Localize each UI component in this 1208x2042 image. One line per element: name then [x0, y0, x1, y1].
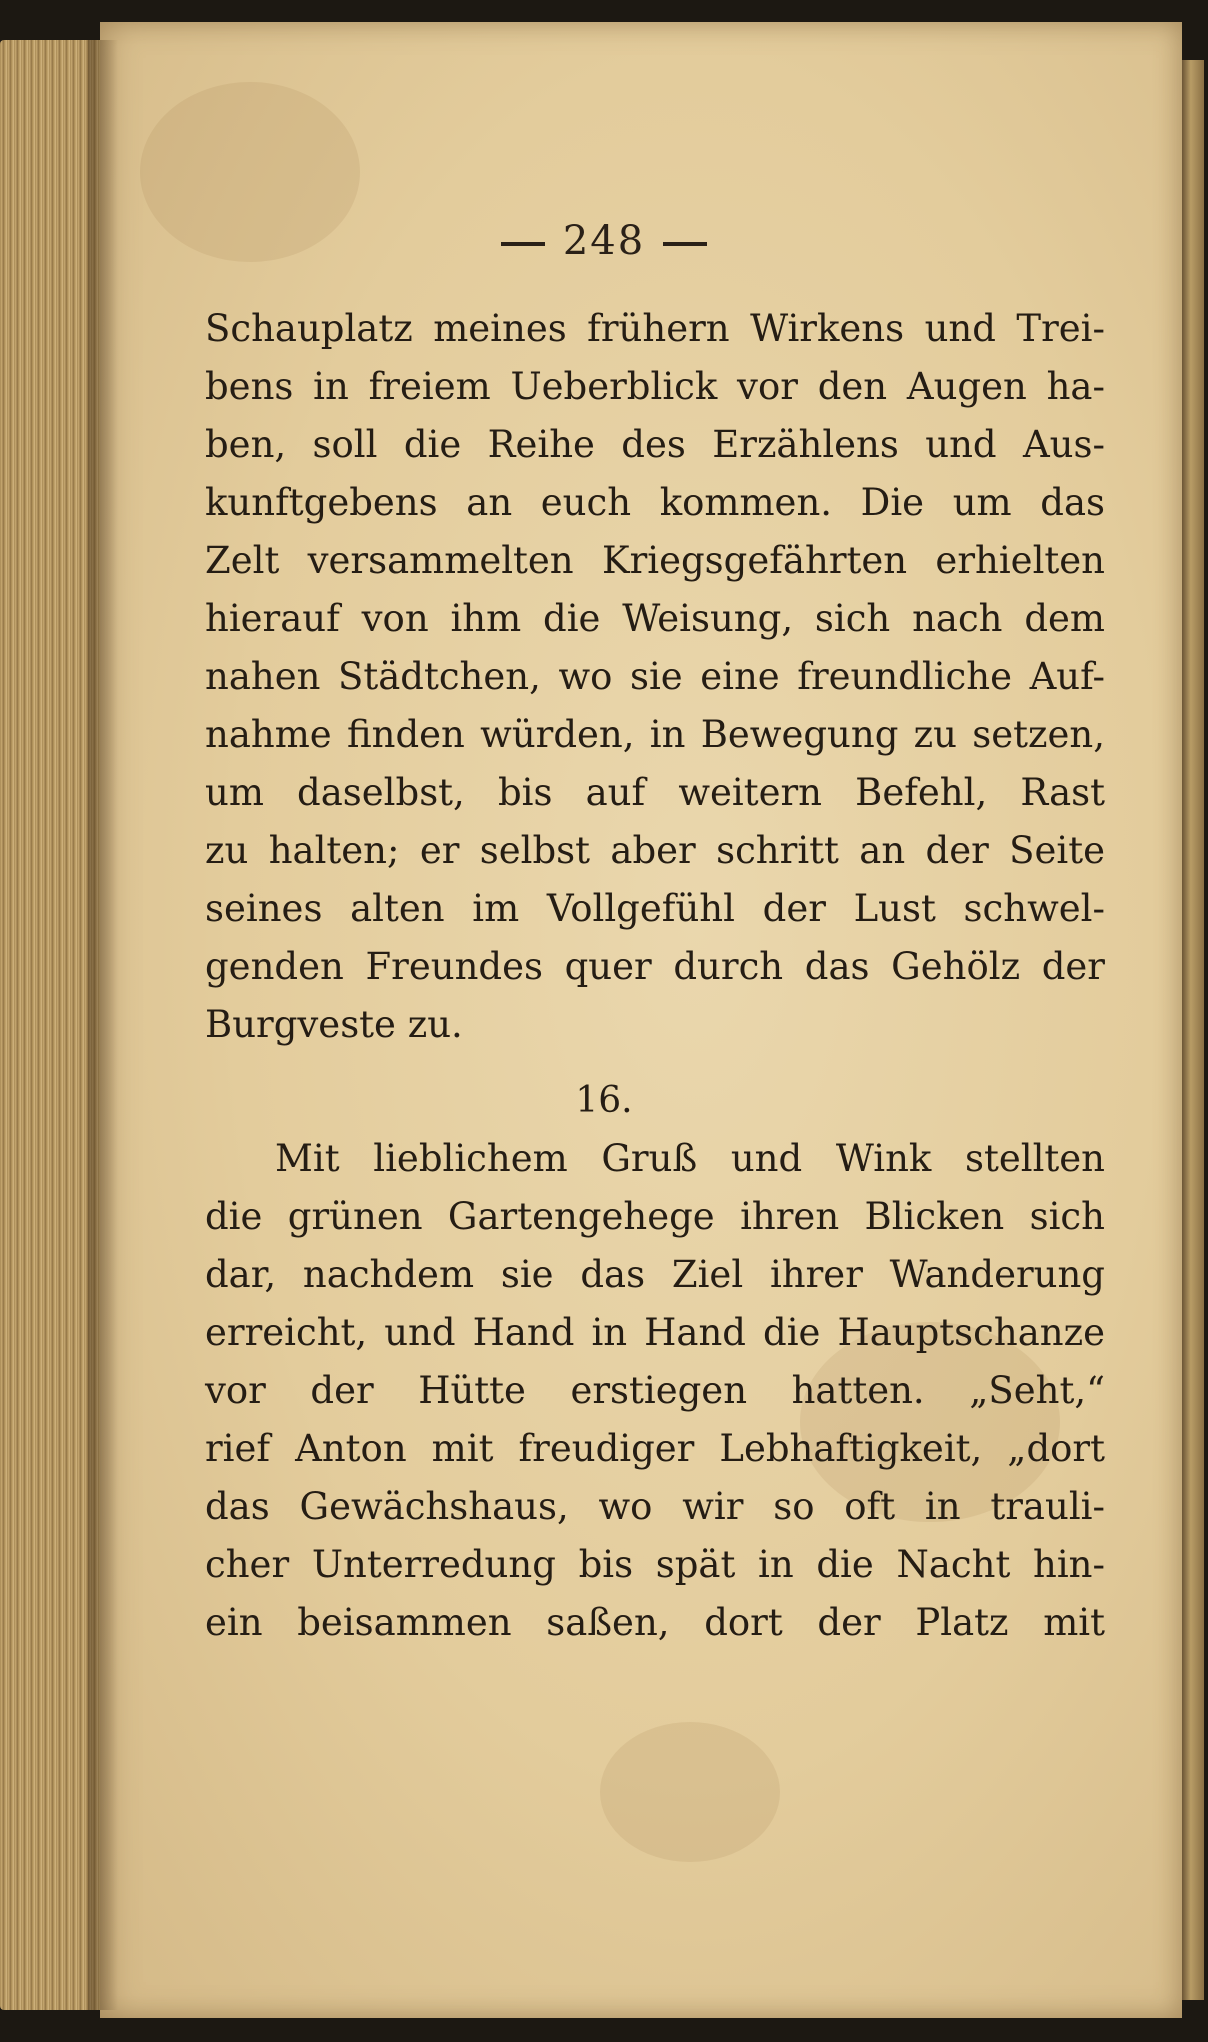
text-line: kunftgebens an euch kommen. Die um das — [205, 481, 1105, 524]
book-page-edges — [0, 40, 100, 2010]
text-line: zu halten; er selbst aber schritt an der Seite — [205, 829, 1105, 872]
paragraph-continued — [205, 300, 1105, 1054]
text-line: vor der Hütte erstiegen hatten. „Seht,“ — [205, 1369, 1105, 1412]
text-line: nahen Städtchen, wo sie eine freundliche Auf- — [205, 655, 1105, 698]
text-line: erreicht, und Hand in Hand die Hauptschanze — [205, 1311, 1105, 1354]
text-line: um daselbst, bis auf weitern Befehl, Rast — [205, 771, 1105, 814]
text-line: hierauf von ihm die Weisung, sich nach dem — [205, 597, 1105, 640]
text-line: dar, nachdem sie das Ziel ihrer Wanderung — [205, 1253, 1105, 1296]
header-dash-left — [501, 242, 545, 246]
text-line: die grünen Gartengehege ihren Blicken sich — [205, 1195, 1105, 1238]
right-page-edge — [1182, 60, 1204, 2000]
page-header — [0, 218, 1208, 264]
header-dash-right — [663, 242, 707, 246]
text-line: bens in freiem Ueberblick vor den Augen ha- — [205, 365, 1105, 408]
paragraph-section-16 — [205, 1130, 1105, 1652]
text-line: Zelt versammelten Kriegsgefährten erhielten — [205, 539, 1105, 582]
gutter-shadow — [88, 40, 118, 2010]
text-line: Burgveste zu. — [205, 1003, 463, 1046]
text-line: genden Freundes quer durch das Gehölz der — [205, 945, 1105, 988]
text-line: ein beisammen saßen, dort der Platz mit — [205, 1601, 1105, 1644]
section-number: 16. — [575, 1080, 633, 1121]
page-number: 248 — [562, 218, 646, 264]
text-line: cher Unterredung bis spät in die Nacht hin- — [205, 1543, 1105, 1586]
text-line: nahme finden würden, in Bewegung zu setzen, — [205, 713, 1105, 756]
text-line: das Gewächshaus, wo wir so oft in trauli- — [205, 1485, 1105, 1528]
text-line: Mit lieblichem Gruß und Wink stellten — [275, 1137, 1105, 1180]
text-line: ben, soll die Reihe des Erzählens und Aus- — [205, 423, 1105, 466]
text-line: seines alten im Vollgefühl der Lust schwel- — [205, 887, 1105, 930]
text-line: Schauplatz meines frühern Wirkens und Trei- — [205, 307, 1105, 350]
text-line: rief Anton mit freudiger Lebhaftigkeit, „dort — [205, 1427, 1105, 1470]
